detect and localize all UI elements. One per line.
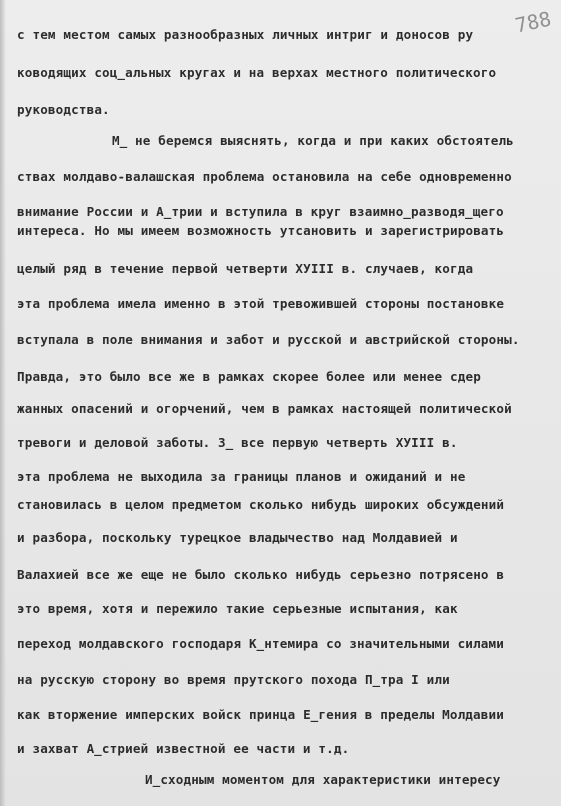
text-line: ствах молдаво-валашская проблема остановила на себе одновременно <box>17 169 512 184</box>
text-line: переход молдавского господаря К̲нтемира со значительными силами <box>17 636 504 651</box>
text-line: вступала в поле внимания и забот и русской и австрийской стороны. <box>17 332 520 347</box>
text-line: Валахией все же еще не было сколько нибудь серьезно потрясено в <box>17 567 505 582</box>
text-line: И̲сходным моментом для характеристики интересу <box>145 772 501 787</box>
scan-edge <box>0 0 6 806</box>
text-line: становилась в целом предметом сколько нибудь широких обсуждений <box>17 497 505 512</box>
text-line: это время, хотя и пережило такие серьезные испытания, как <box>17 601 458 616</box>
text-line: Правда, это было все же в рамках скорее более или менее сдер <box>17 369 481 384</box>
text-line: и захват А̲стрией известной ее части и т.д. <box>17 741 350 756</box>
text-line: на русскую сторону во время прутского похода П̲тра I или <box>17 672 450 687</box>
page-number: 788 <box>512 6 554 38</box>
text-line: ководящих соц̲альных кругах и на верхах местного политического <box>17 65 497 80</box>
text-line: эта проблема не выходила за границы планов и ожиданий и не <box>17 469 466 484</box>
text-line: тревоги и деловой заботы. З̲ все первую четверть XУIII в. <box>17 435 458 450</box>
text-line: жанных опасений и огорчений, чем в рамках настоящей политической <box>17 401 512 416</box>
text-line: целый ряд в течение первой четверти XУIII в. случаев, когда <box>17 261 474 276</box>
text-line: внимание России и А̲трии и вступила в круг взаимно̲разводя̲щего <box>17 204 504 219</box>
text-line: и разбора, поскольку турецкое владычество над Молдавией и <box>17 530 458 545</box>
text-line: М̲ не беремся выяснять, когда и при каких обстоятель <box>112 133 514 148</box>
text-line: с тем местом самых разнообразных личных интриг и доносов ру <box>17 27 474 42</box>
text-line: руководства. <box>17 102 110 117</box>
text-line: интереса. Но мы имеем возможность утсановить и зарегистрировать <box>17 223 505 238</box>
text-line: эта проблема имела именно в этой тревожившей стороны постановке <box>17 296 505 311</box>
text-line: как вторжение имперских войск принца Е̲гения в пределы Молдавии <box>17 707 504 722</box>
